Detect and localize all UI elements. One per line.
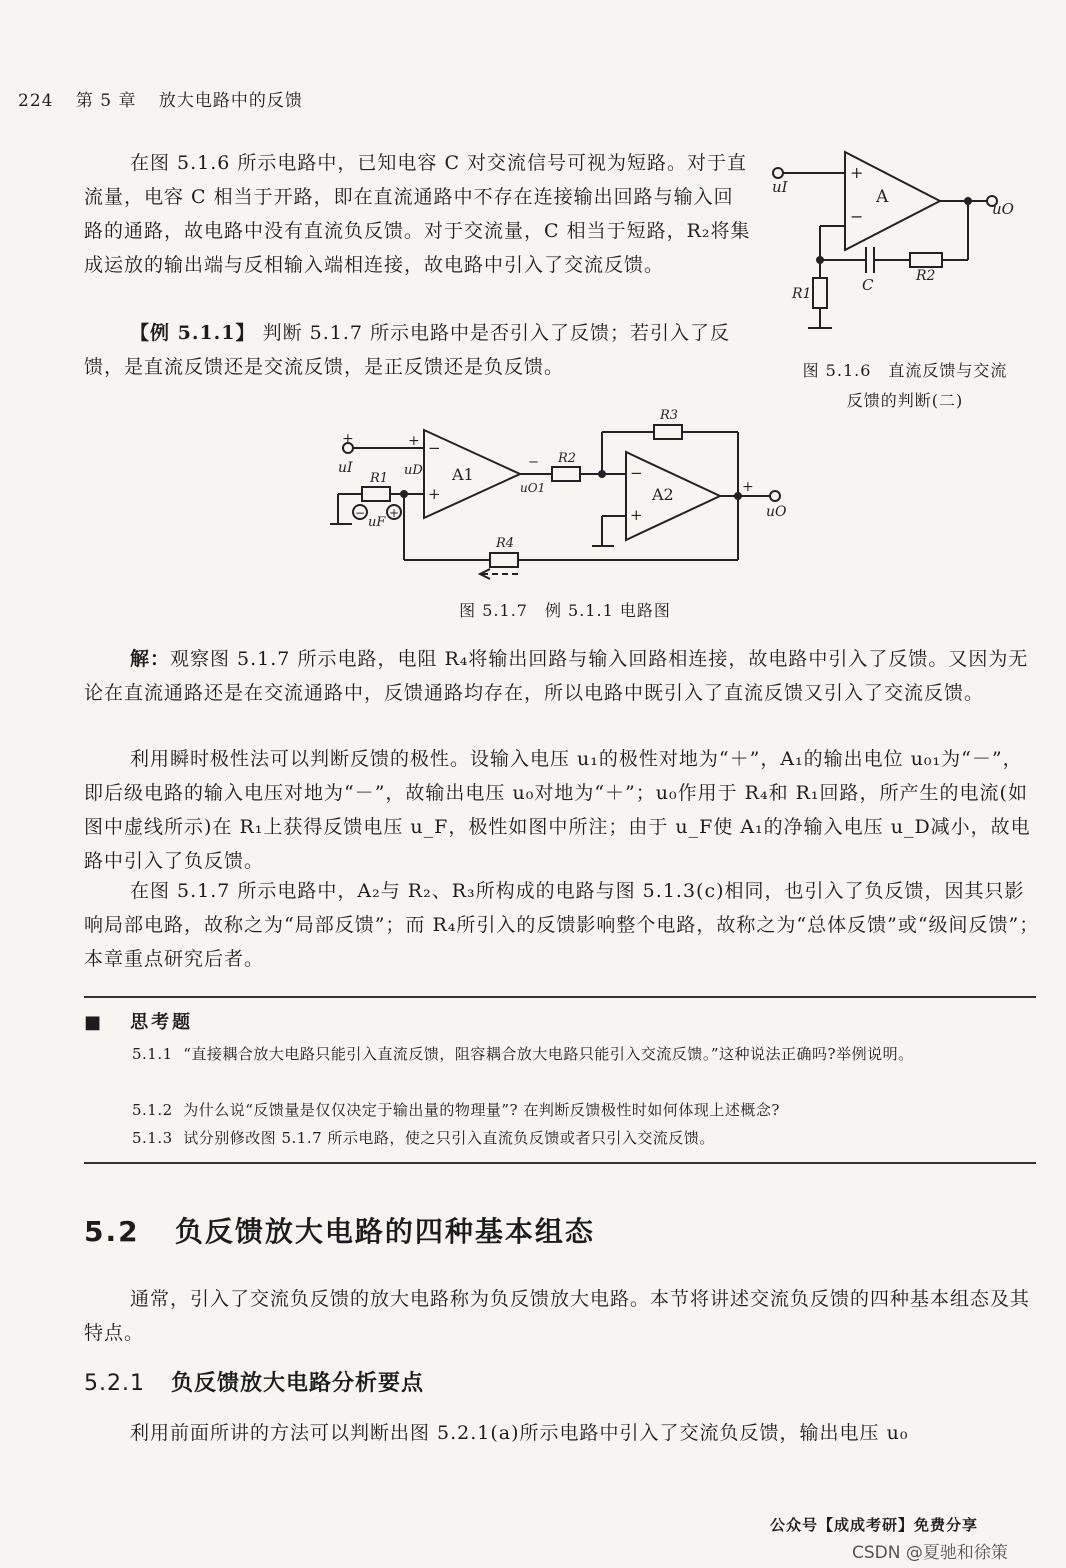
- thinking-bottom-rule: [84, 1162, 1036, 1164]
- thinking-marker: ■: [84, 1012, 102, 1033]
- solution-label: 解：: [130, 648, 171, 670]
- section-title: 负反馈放大电路的四种基本组态: [174, 1215, 595, 1248]
- a2-plus: +: [630, 506, 643, 524]
- a1-plus: +: [428, 485, 441, 503]
- thinking-item-3-text: 试分别修改图 5.1.7 所示电路，使之只引入直流负反馈或者只引入交流反馈。: [183, 1129, 715, 1147]
- uO-plus: +: [742, 479, 754, 495]
- footer-promo: 公众号【成成考研】免费分享: [770, 1516, 979, 1534]
- uO-terminal: [770, 491, 780, 501]
- output-label: uO: [992, 200, 1014, 218]
- uI-plus: +: [342, 431, 354, 447]
- thinking-item-1: [84, 1040, 1036, 1068]
- thinking-heading: [84, 1008, 193, 1034]
- csdn-watermark: CSDN @夏驰和徐策: [852, 1543, 1008, 1563]
- thinking-top-rule: [84, 996, 1036, 998]
- r1-label: R1: [370, 471, 389, 486]
- example-paragraph: [84, 316, 752, 384]
- r2-label: R2: [558, 451, 577, 466]
- thinking-title: 思考题: [130, 1012, 194, 1033]
- solution-paragraph-2: 利用瞬时极性法可以判断反馈的极性。设输入电压 u₁的极性对地为“＋”，A₁的输出电位 u₀₁为“－”，即后级电路的输入电压对地为“－”，故输出电压 u₀对地为“＋”；u₀作用于 R₄和 R₁回路，所产生的电流(如图中虚线所示)在 R₁上获得反馈电压 u_F，极性如图中所注；由于 u_F使 A₁的净输入电压 u_D减小，故电路中引入了负反馈。: [84, 748, 1031, 872]
- figure-5-1-6-caption-line1: 图 5.1.6 直流反馈与交流: [802, 361, 1008, 380]
- uO1-label: uO1: [520, 481, 546, 495]
- thinking-item-3-num: 5.1.3: [132, 1129, 173, 1147]
- chapter-title: 放大电路中的反馈: [158, 91, 303, 111]
- a1-plus-outer: +: [408, 433, 420, 449]
- section-number: 5.2: [84, 1215, 140, 1248]
- intro-paragraph: 在图 5.1.6 所示电路中，已知电容 C 对交流信号可视为短路。对于直流量，电容 C 相当于开路，即在直流通路中不存在连接输出回路与输入回路的通路，故电路中没有直流负反馈。对于交流量，C 相当于短路，R₂将集成运放的输出端与反相输入端相连接，故电路中引入了交流反馈。: [84, 152, 751, 276]
- figure-5-1-6-caption: [770, 356, 1040, 416]
- resistor-r2: [910, 253, 942, 267]
- resistor-r1: [813, 278, 827, 308]
- solution-paragraph-3: 在图 5.1.7 所示电路中，A₂与 R₂、R₃所构成的电路与图 5.1.3(c)相同，也引入了负反馈，因其只影响局部电路，故称之为“局部反馈”；而 R₄所引入的反馈影响整个电路，故称之为“总体反馈”或“级间反馈”；本章重点研究后者。: [84, 880, 1040, 970]
- resistor-r2: [552, 467, 580, 481]
- r3-label: R3: [660, 408, 679, 423]
- page-number: 224: [18, 91, 54, 111]
- a2-label: A2: [652, 485, 674, 504]
- resistor-r1: [362, 487, 390, 501]
- figure-5-1-7-circuit: [330, 400, 800, 590]
- subsection-number: 5.2.1: [84, 1371, 145, 1396]
- input-terminal: [773, 168, 783, 178]
- subsection-heading: [84, 1366, 424, 1397]
- figure-5-1-7-caption: 图 5.1.7 例 5.1.1 电路图: [459, 601, 671, 620]
- subsection-text: 利用前面所讲的方法可以判断出图 5.2.1(a)所示电路中引入了交流负反馈，输出电压 u₀: [130, 1422, 909, 1444]
- r1-label: R1: [792, 286, 812, 302]
- thinking-item-2: [84, 1096, 1036, 1124]
- opamp-label: A: [876, 187, 889, 207]
- example-label: 【例 5.1.1】: [130, 322, 256, 344]
- subsection-title: 负反馈放大电路分析要点: [170, 1371, 424, 1396]
- thinking-item-1-num: 5.1.1: [132, 1045, 173, 1063]
- r2-label: R2: [916, 268, 936, 284]
- figure-5-1-6-circuit: [770, 140, 1040, 340]
- section-heading: [84, 1210, 595, 1250]
- uI-label: uI: [338, 460, 353, 476]
- input-label: uI: [772, 178, 788, 196]
- resistor-r4: [490, 553, 518, 567]
- uO-label: uO: [766, 504, 787, 520]
- uF-plus: +: [389, 506, 400, 520]
- section-intro: 通常，引入了交流负反馈的放大电路称为负反馈放大电路。本节将讲述交流负反馈的四种基本组态及其特点。: [84, 1288, 1031, 1344]
- opamp-plus: +: [850, 163, 864, 182]
- figure-5-1-6-caption-line2: 反馈的判断(二): [846, 391, 964, 410]
- example-text: 判断 5.1.7 所示电路中是否引入了反馈；若引入了反馈，是直流反馈还是交流反馈，是正反馈还是负反馈。: [84, 322, 730, 378]
- thinking-item-2-num: 5.1.2: [132, 1101, 173, 1119]
- thinking-item-3: [84, 1124, 1036, 1152]
- uF-minus: −: [355, 506, 366, 520]
- resistor-r3: [654, 425, 682, 439]
- solution-paragraph-1: [84, 642, 1040, 710]
- thinking-item-2-text: 为什么说“反馈量是仅仅决定于输出量的物理量”? 在判断反馈极性时如何体现上述概念?: [183, 1101, 780, 1119]
- uO1-minus: −: [528, 455, 539, 470]
- a2-minus: −: [630, 464, 643, 482]
- capacitor-label: C: [862, 276, 874, 294]
- opamp-minus: −: [850, 207, 864, 226]
- chapter-number: 第 5 章: [75, 91, 137, 111]
- a1-minus: −: [428, 439, 441, 457]
- a1-label: A1: [452, 465, 474, 484]
- solution-p1-text: 观察图 5.1.7 所示电路，电阻 R₄将输出回路与输入回路相连接，故电路中引入了反馈。又因为无论在直流通路还是在交流通路中，反馈通路均存在，所以电路中既引入了直流反馈又引入了交流反馈。: [84, 648, 1029, 704]
- thinking-item-1-text: “直接耦合放大电路只能引入直流反馈，阻容耦合放大电路只能引入交流反馈。”这种说法正确吗?举例说明。: [183, 1045, 914, 1063]
- uD-label: uD: [404, 463, 423, 478]
- r4-label: R4: [496, 536, 515, 551]
- running-head: [18, 86, 319, 111]
- uF-label: uF: [368, 515, 386, 530]
